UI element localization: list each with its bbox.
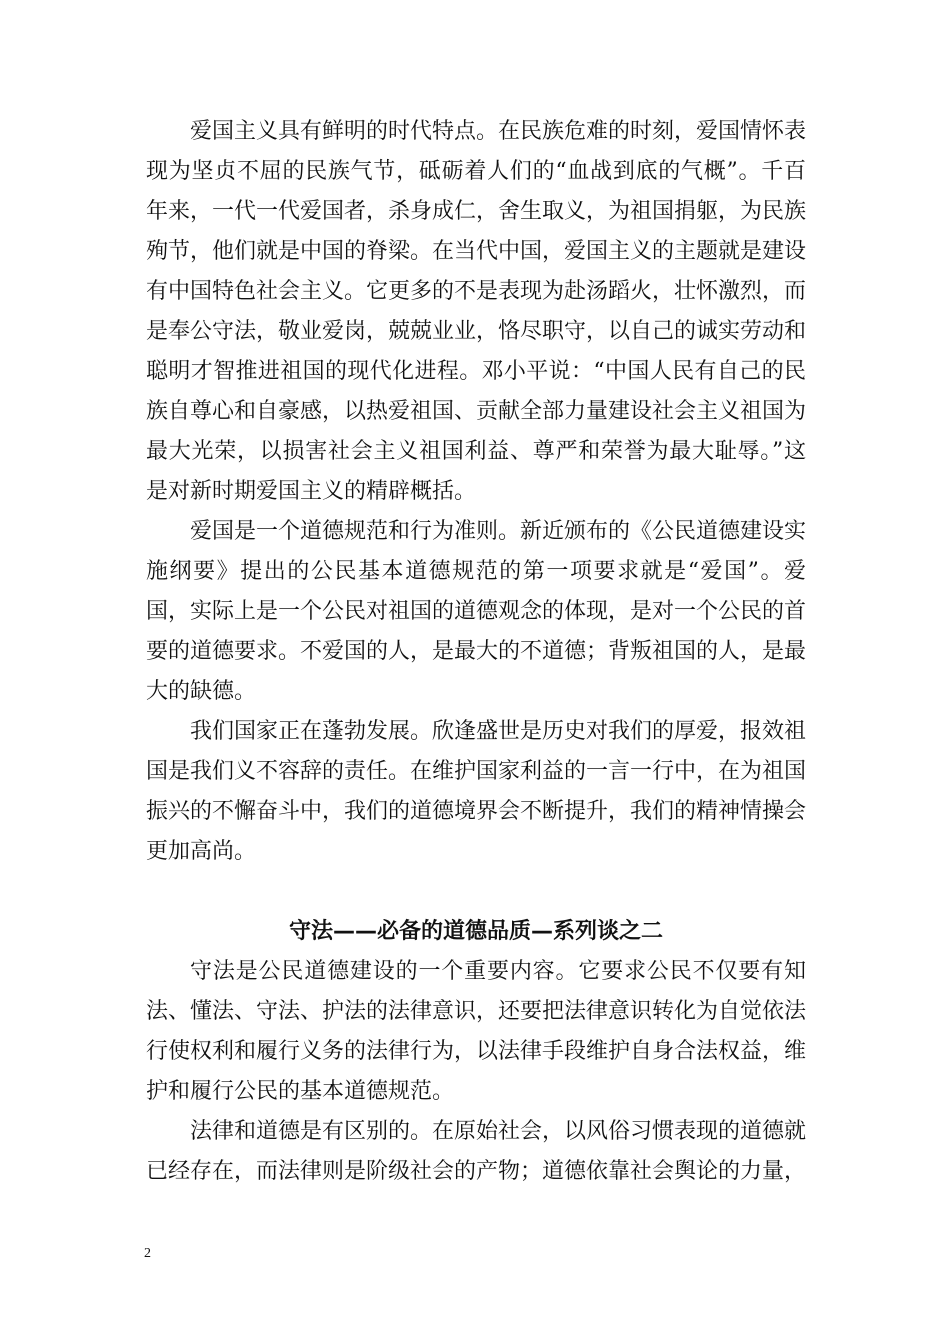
- section-spacer: [146, 872, 806, 912]
- paragraph-law-vs-morality: 法律和道德是有区别的。在原始社会，以风俗习惯表现的道德就已经存在，而法律则是阶级社会的产物；道德依靠社会舆论的力量，: [146, 1119, 807, 1184]
- paragraph-patriotism-era: 爱国主义具有鲜明的时代特点。在民族危难的时刻，爱国情怀表现为坚贞不屈的民族气节，砥砺着人们的“血战到底的气概”。千百年来，一代一代爱国者，杀身成仁，舍生取义，为祖国捐躯，为民族殉节，他们就是中国的脊梁。在当代中国，爱国主义的主题就是建设有中国特色社会主义。它更多的不是表现为赴汤蹈火，壮怀激烈，而是奉公守法，敬业爱岗，兢兢业业，恪尽职守，以自己的诚实劳动和聪明才智推进祖国的现代化进程。邓小平说：“中国人民有自己的民族自尊心和自豪感，以热爱祖国、贡献全部力量建设社会主义祖国为最大光荣，以损害社会主义祖国利益、尊严和荣誉为最大耻辱。”这是对新时期爱国主义的精辟概括。: [146, 119, 807, 504]
- section-title: 守法——必备的道德品质—系列谈之二: [288, 919, 663, 944]
- paragraph-law-abiding: 守法是公民道德建设的一个重要内容。它要求公民不仅要有知法、懂法、守法、护法的法律意识，还要把法律意识转化为自觉依法行使权利和履行义务的法律行为，以法律手段维护自身合法权益，维护和履行公民的基本道德规范。: [146, 959, 807, 1104]
- document-body: [146, 112, 806, 1192]
- page-number: 2: [144, 1246, 151, 1261]
- paragraph-patriotism-moral-norm: 爱国是一个道德规范和行为准则。新近颁布的《公民道德建设实施纲要》提出的公民基本道德规范的第一项要求就是“爱国”。爱国，实际上是一个公民对祖国的道德观念的体现，是对一个公民的首要的道德要求。不爱国的人，是最大的不道德；背叛祖国的人，是最大的缺德。: [146, 519, 807, 704]
- paragraph-patriotism-duty: 我们国家正在蓬勃发展。欣逢盛世是历史对我们的厚爱，报效祖国是我们义不容辞的责任。在维护国家利益的一言一行中，在为祖国振兴的不懈奋斗中，我们的道德境界会不断提升，我们的精神情操会更加高尚。: [146, 719, 807, 864]
